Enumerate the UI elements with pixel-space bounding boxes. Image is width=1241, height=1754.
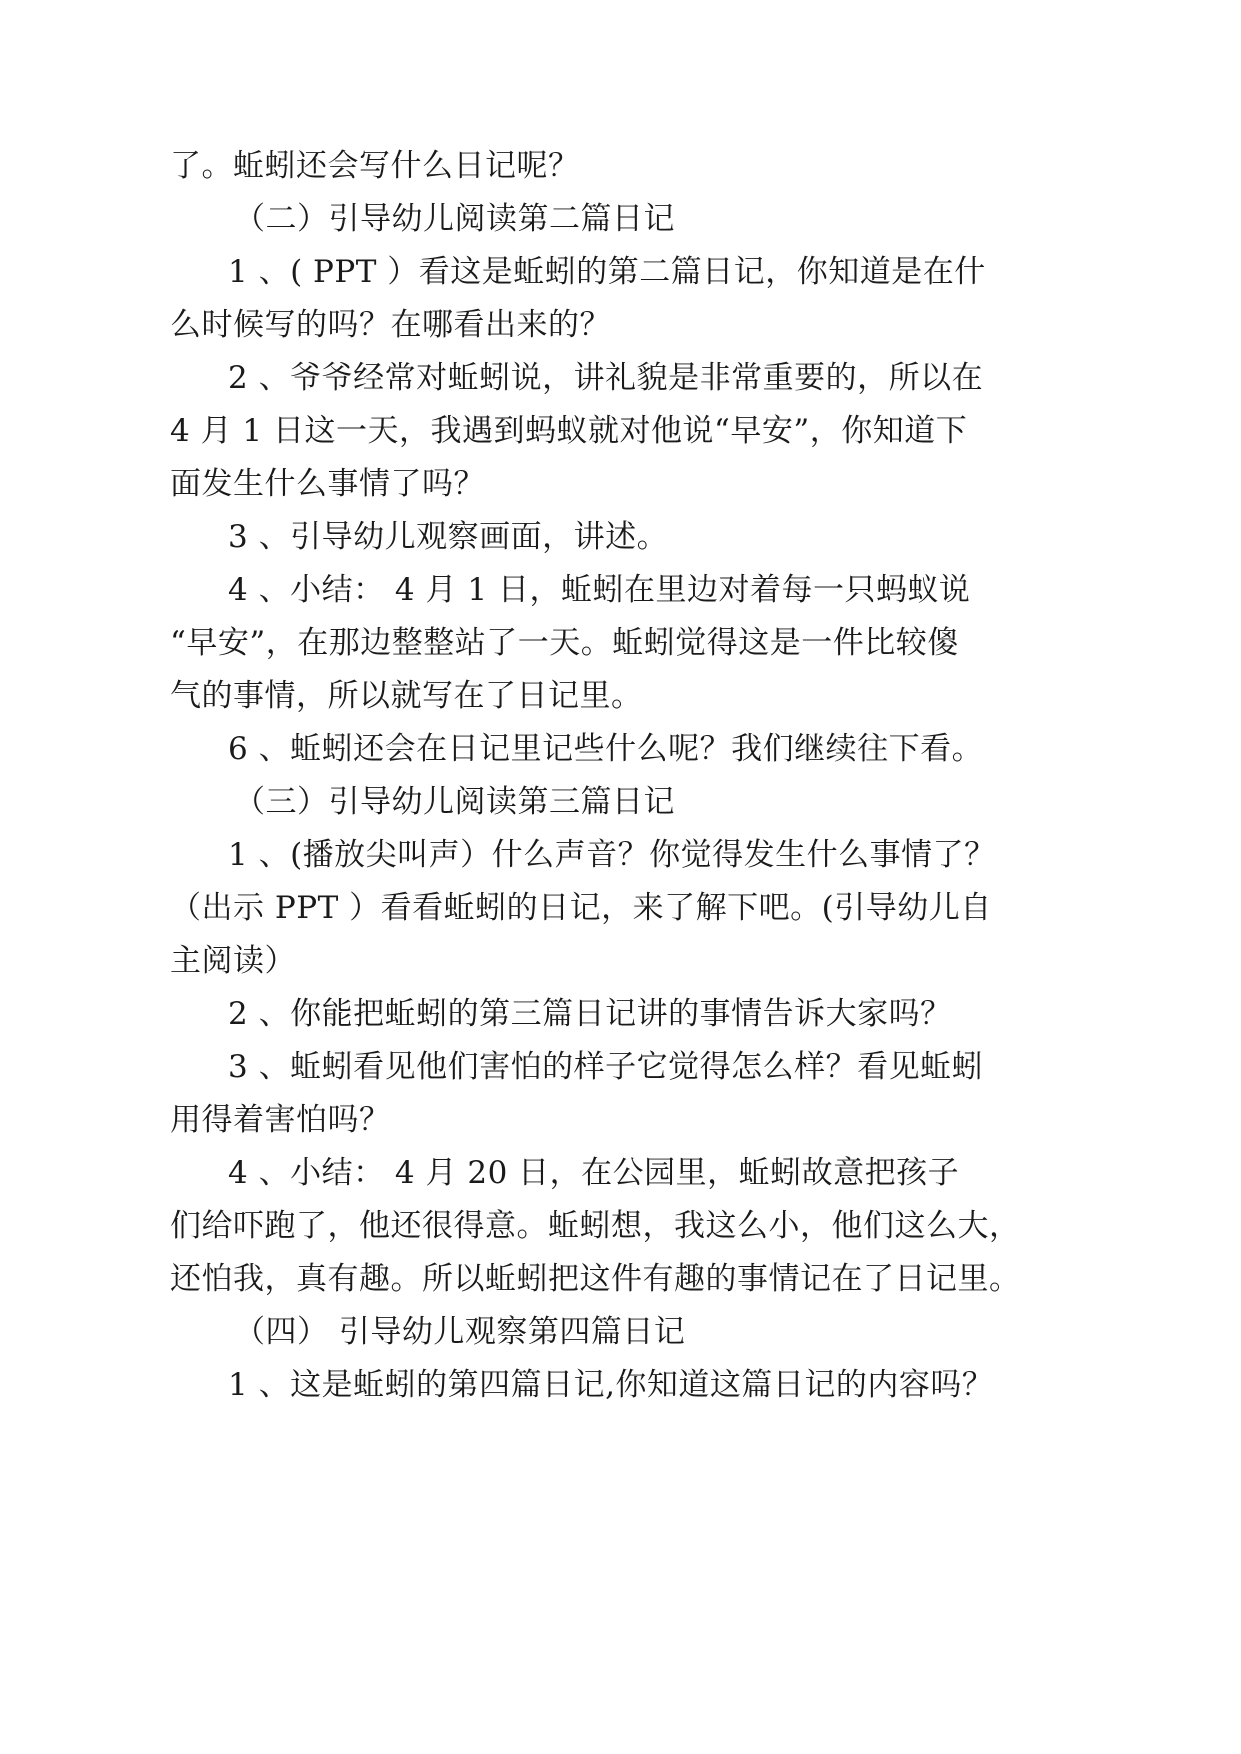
text-line: “早安”，在那边整整站了一天。蚯蚓觉得这是一件比较傻 [170,625,959,661]
text-line: 3 、蚯蚓看见他们害怕的样子它觉得怎么样？看见蚯蚓 [228,1049,984,1085]
text-line: （出示 PPT ）看看蚯蚓的日记，来了解下吧。(引导幼儿自 [170,890,992,926]
section-heading: （四） 引导幼儿观察第四篇日记 [234,1314,686,1350]
text-line: 4 、小结： 4 月 20 日，在公园里，蚯蚓故意把孩子 [228,1155,960,1191]
text-line: 4 月 1 日这一天，我遇到蚂蚁就对他说“早安”，你知道下 [170,413,968,449]
section-heading: （二）引导幼儿阅读第二篇日记 [234,201,675,237]
text-line: 3 、引导幼儿观察画面，讲述。 [228,519,669,555]
text-line: 主阅读） [170,943,296,979]
text-line: 面发生什么事情了吗？ [170,466,485,502]
text-line: 用得着害怕吗？ [170,1102,391,1138]
text-line: 了。蚯蚓还会写什么日记呢？ [170,148,580,184]
text-line: 1 、(播放尖叫声）什么声音？你觉得发生什么事情了？ [228,837,996,873]
text-line: 么时候写的吗？在哪看出来的？ [170,307,611,343]
text-line: 们给吓跑了，他还很得意。蚯蚓想，我这么小，他们这么大， [170,1208,1021,1244]
text-line: 气的事情，所以就写在了日记里。 [170,678,643,714]
text-line: 1 、( PPT ）看这是蚯蚓的第二篇日记，你知道是在什 [228,254,986,290]
text-line: 4 、小结： 4 月 1 日，蚯蚓在里边对着每一只蚂蚁说 [228,572,971,608]
text-line: 还怕我，真有趣。所以蚯蚓把这件有趣的事情记在了日记里。 [170,1261,1021,1297]
section-heading: （三）引导幼儿阅读第三篇日记 [234,784,675,820]
text-line: 6 、蚯蚓还会在日记里记些什么呢？我们继续往下看。 [228,731,984,767]
text-line: 1 、这是蚯蚓的第四篇日记,你知道这篇日记的内容吗？ [228,1367,994,1403]
text-line: 2 、你能把蚯蚓的第三篇日记讲的事情告诉大家吗？ [228,996,952,1032]
text-line: 2 、爷爷经常对蚯蚓说，讲礼貌是非常重要的，所以在 [228,360,984,396]
